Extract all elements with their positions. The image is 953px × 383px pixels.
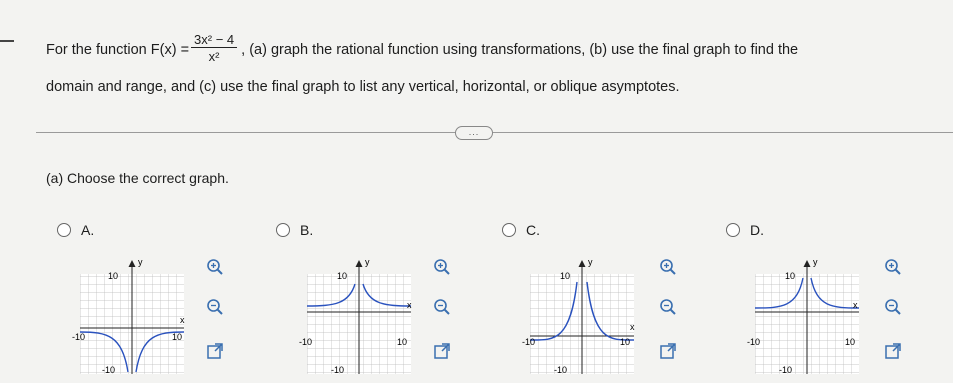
fraction-numerator: 3x² − 4 <box>191 32 237 48</box>
option-c-radio[interactable] <box>502 223 516 237</box>
tick-right: 10 <box>845 337 856 347</box>
tick-bottom: -10 <box>554 365 568 375</box>
tick-top: 10 <box>108 271 119 281</box>
tick-bottom: -10 <box>779 365 793 375</box>
option-c-zoom-in-icon[interactable] <box>659 258 677 276</box>
tick-left: -10 <box>522 337 536 347</box>
x-label: x <box>407 300 412 310</box>
option-b-graph <box>299 252 419 377</box>
problem-intro: For the function F(x) = <box>46 42 190 58</box>
option-a-label: A. <box>81 222 95 238</box>
left-margin-mark <box>0 40 14 42</box>
y-label: y <box>813 257 818 267</box>
option-b-zoom-in-icon[interactable] <box>433 258 451 276</box>
option-a[interactable] <box>57 222 94 238</box>
option-a-zoom-in-icon[interactable] <box>206 258 224 276</box>
tick-right: 10 <box>620 337 631 347</box>
expand-more-button[interactable]: ... <box>455 126 493 140</box>
problem-line-2: domain and range, and (c) use the final graph to list any vertical, horizontal, or oblique asymptotes. <box>46 79 680 95</box>
x-label: x <box>630 322 635 332</box>
tick-bottom: -10 <box>331 365 345 375</box>
option-b[interactable] <box>276 222 313 238</box>
option-d-popout-icon[interactable] <box>884 342 902 360</box>
part-a-instruction: (a) Choose the correct graph. <box>46 170 229 186</box>
problem-line-1 <box>46 34 798 66</box>
section-divider <box>36 132 953 133</box>
option-c-zoom-out-icon[interactable] <box>659 298 677 316</box>
option-b-zoom-out-icon[interactable] <box>433 298 451 316</box>
option-d-label: D. <box>750 222 764 238</box>
option-c-popout-icon[interactable] <box>659 342 677 360</box>
tick-right: 10 <box>397 337 408 347</box>
function-fraction <box>191 32 237 64</box>
tick-left: -10 <box>299 337 313 347</box>
option-a-graph-svg <box>72 252 192 377</box>
option-b-radio[interactable] <box>276 223 290 237</box>
option-a-zoom-out-icon[interactable] <box>206 298 224 316</box>
tick-left: -10 <box>72 332 86 342</box>
problem-after-fraction: , (a) graph the rational function using transformations, (b) use the final graph to find the <box>241 42 799 58</box>
y-axis-arrow <box>356 260 363 267</box>
option-d[interactable] <box>726 222 764 238</box>
tick-left: -10 <box>747 337 761 347</box>
option-a-radio[interactable] <box>57 223 71 237</box>
y-label: y <box>365 257 370 267</box>
tick-bottom: -10 <box>102 365 116 375</box>
y-axis-arrow <box>579 260 586 267</box>
tick-right: 10 <box>172 332 183 342</box>
x-label: x <box>853 300 858 310</box>
y-axis-arrow <box>129 260 136 267</box>
y-label: y <box>138 257 143 267</box>
option-c-label: C. <box>526 222 540 238</box>
option-b-popout-icon[interactable] <box>433 342 451 360</box>
option-b-label: B. <box>300 222 314 238</box>
option-c-graph-svg <box>522 252 642 377</box>
y-label: y <box>588 257 593 267</box>
option-a-graph <box>72 252 192 377</box>
option-d-graph <box>747 252 867 377</box>
y-axis-arrow <box>804 260 811 267</box>
tick-top: 10 <box>560 271 571 281</box>
option-b-graph-svg <box>299 252 419 377</box>
x-label: x <box>180 315 185 325</box>
option-c[interactable] <box>502 222 540 238</box>
option-d-graph-svg <box>747 252 867 377</box>
option-d-radio[interactable] <box>726 223 740 237</box>
fraction-denominator: x² <box>208 49 220 64</box>
option-c-graph <box>522 252 642 377</box>
option-d-zoom-out-icon[interactable] <box>884 298 902 316</box>
option-a-popout-icon[interactable] <box>206 342 224 360</box>
option-d-zoom-in-icon[interactable] <box>884 258 902 276</box>
tick-top: 10 <box>337 271 348 281</box>
tick-top: 10 <box>785 271 796 281</box>
